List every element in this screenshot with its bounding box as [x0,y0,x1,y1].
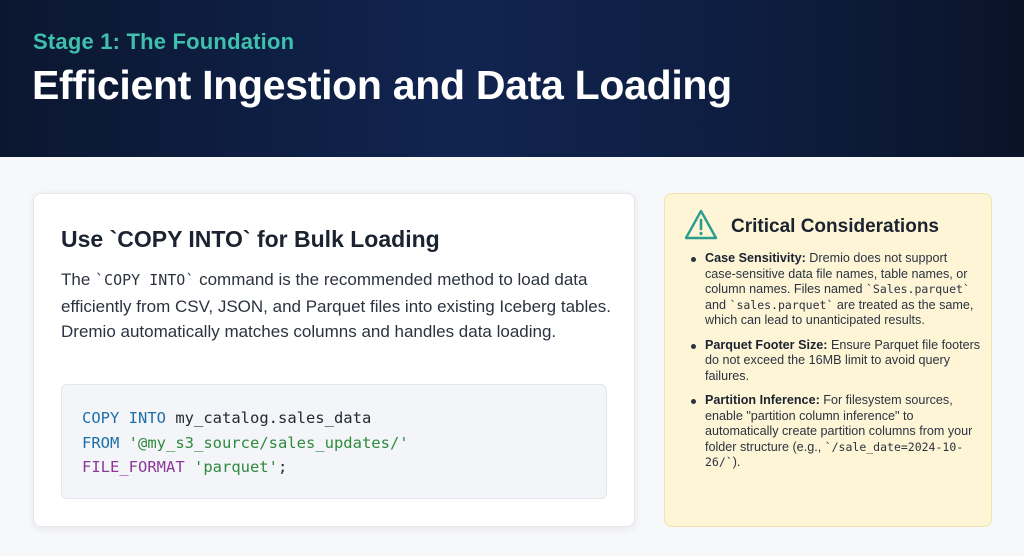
item-text: ). [732,455,741,469]
code-keyword: FROM [82,433,120,452]
sql-code-block [61,384,607,499]
critical-considerations-card [664,193,992,527]
card-title: Use `COPY INTO` for Bulk Loading [61,226,440,252]
code-identifier: my_catalog.sales_data [166,409,372,427]
body-suffix: command is the recommended method to load data efficiently from CSV, JSON, and Parquet files into existing Iceberg tables. Dremio automatically matches columns and handles data loading. [61,270,611,341]
code-keyword: FILE_FORMAT [82,458,185,476]
item-code: `sales.parquet` [729,297,834,312]
item-label: Case Sensitivity: [705,251,806,265]
item-text: Ensure Parquet file footers do not exceed the 16MB limit to avoid query failures. [705,337,981,383]
page-title: Efficient Ingestion and Data Loading [32,62,732,108]
copy-into-card [33,193,635,527]
item-label: Partition Inference: [705,393,820,407]
side-title: Critical Considerations [731,216,939,237]
list-item [689,338,981,385]
item-code: `/sale_date=2024-10-26/` [705,439,964,469]
item-text: are treated as the same, which can lead to unanticipated results. [705,297,974,327]
warning-triangle-icon [684,209,718,241]
code-string: 'parquet' [184,458,278,476]
list-item [689,393,981,471]
code-string: '@my_s3_source/sales_updates/' [119,433,409,452]
code-keyword: COPY INTO [82,409,166,427]
item-text: For filesystem sources, enable "partition column inference" to automatically create partition columns from your folder structure (e.g., [705,393,973,454]
body-prefix: The [61,270,96,289]
code-terminator: ; [277,458,288,476]
list-item [689,251,981,329]
body-inline-code: `COPY INTO` [95,271,195,289]
card-body [61,267,621,345]
header-banner [0,0,1024,157]
item-text: and [705,297,730,312]
item-text: Dremio does not support case-sensitive data file names, table names, or column names. Files named [705,251,968,296]
considerations-list [689,251,981,480]
item-label: Parquet Footer Size: [705,337,828,352]
stage-label: Stage 1: The Foundation [33,29,295,54]
item-code: `Sales.parquet` [866,282,970,296]
